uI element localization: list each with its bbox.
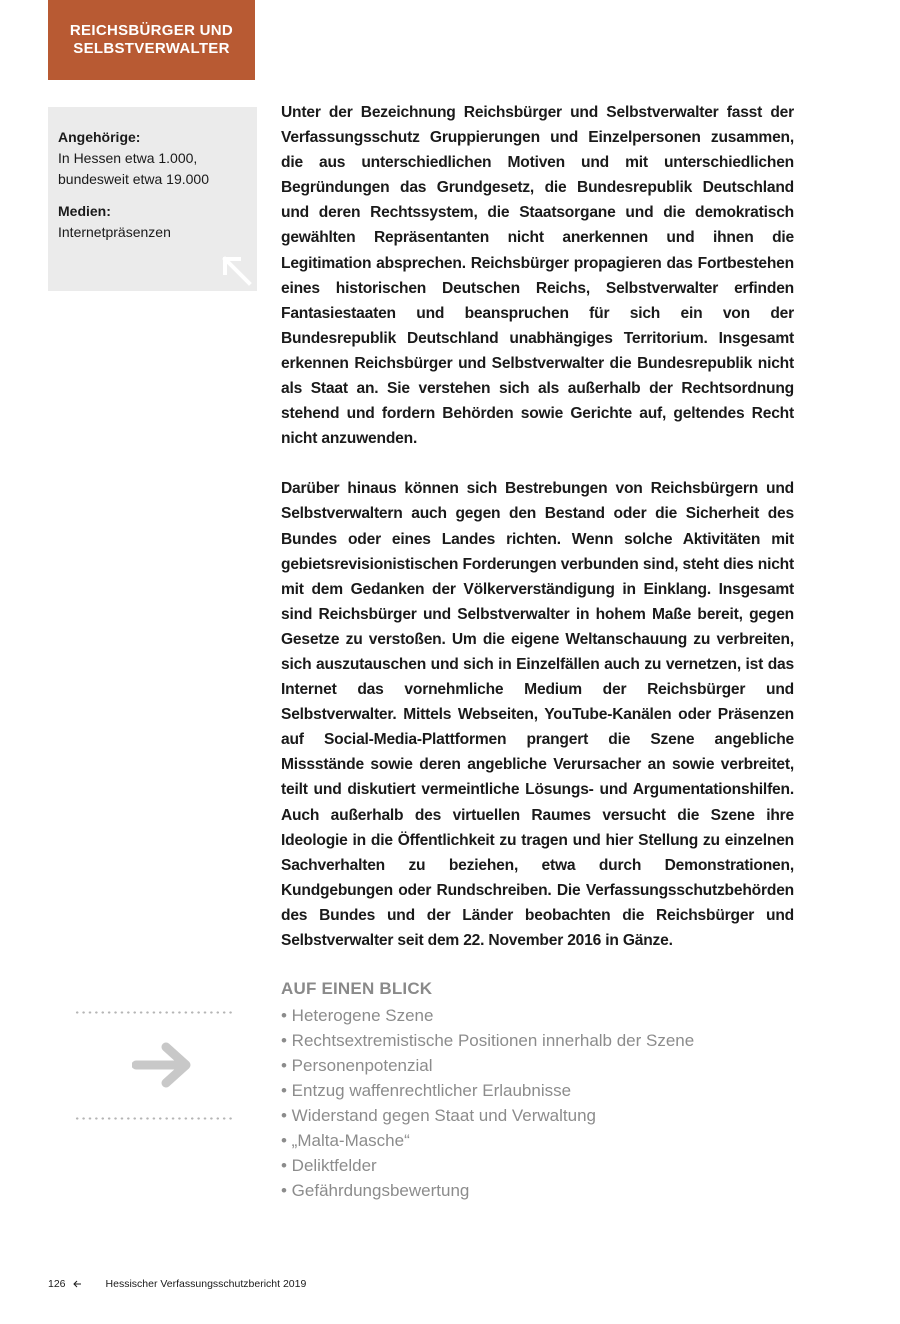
at-a-glance-list xyxy=(281,1003,694,1203)
media-value: Internetpräsenzen xyxy=(58,224,171,240)
glance-item: • „Malta-Masche“ xyxy=(281,1131,410,1150)
page-number: 126 xyxy=(48,1278,66,1290)
members-group xyxy=(58,127,247,190)
glance-item: • Rechtsextremistische Positionen innerhalb der Szene xyxy=(281,1031,695,1050)
info-box xyxy=(48,107,257,291)
arrow-up-left-icon xyxy=(219,253,255,289)
glance-item: • Personenpotenzial xyxy=(281,1056,433,1075)
dotted-divider-top xyxy=(74,1011,234,1014)
at-a-glance-title: AUF EINEN BLICK xyxy=(281,979,433,998)
glance-item: • Deliktfelder xyxy=(281,1156,377,1175)
body-paragraph-2: Darüber hinaus können sich Bestrebungen von Reichsbürgern und Selbstverwaltern auch gegen den Bestand oder die Sicherheit des Bundes oder eines Landes richten. Wenn solche Aktivitäten mit gebietsrevisionistischen Forderungen verbunden sind, steht dies nicht mit dem Gedanken der Völkerverständigung in Einklang. Insgesamt sind Reichsbürger und Selbstverwalter in hohem Maße bereit, gegen Gesetze zu verstoßen. Um die eigene Weltanschauung zu verbreiten, sich auszutauschen und sich in Einzelfällen auch zu vernetzen, ist das Internet das vornehmliche Medium der Reichsbürger und Selbstverwalter. Mittels Webseiten, YouTube-Kanälen oder Präsenzen auf Social-Media-Plattformen prangert die Szene angebliche Missstände sowie deren angebliche Verursacher an sowie verbreitet, teilt und diskutiert vermeintliche Lösungs- und Argumentationshilfen. Auch außerhalb des virtuellen Raumes versucht die Szene ihre Ideologie in die Öffentlichkeit zu tragen und hier Stellung zu einzelnen Sachverhalten zu beziehen, etwa durch Demonstrationen, Kundgebungen oder Rundschreiben. Die Verfassungsschutzbehörden des Bundes und der Länder beobachten die Reichsbürger und Selbstverwalter seit dem 22. November 2016 in Gänze. xyxy=(281,480,794,949)
media-group xyxy=(58,201,247,243)
chapter-title-line2: SELBSTVERWALTER xyxy=(73,40,230,57)
arrow-left-icon xyxy=(72,1279,82,1289)
arrow-right-icon xyxy=(132,1040,194,1090)
members-federal: bundesweit etwa 19.000 xyxy=(58,171,209,187)
publication-title: Hessischer Verfassungsschutzbericht 2019 xyxy=(105,1278,307,1290)
page-footer xyxy=(48,1278,306,1290)
glance-item: • Entzug waffenrechtlicher Erlaubnisse xyxy=(281,1081,572,1100)
body-paragraph-1: Unter der Bezeichnung Reichsbürger und Selbstverwalter fasst der Verfassungsschutz Gruppierungen und Einzelpersonen zusammen, die aus unterschiedlichen Motiven und mit unterschiedlichen Begründungen das Grundgesetz, die Bundesrepublik Deutschland und deren Rechtssystem, die Staatsorgane und die demokratisch gewählten Repräsentanten nicht anerkennen und ihnen die Legitimation absprechen. Reichsbürger propagieren das Fortbestehen eines historischen Deutschen Reichs, Selbstverwalter erfinden Fantasiestaaten und beanspruchen für sich ein von der Bundesrepublik Deutschland unabhängiges Territorium. Insgesamt erkennen Reichsbürger und Selbstverwalter die Bundesrepublik nicht als Staat an. Sie verstehen sich als außerhalb der Rechtsordnung stehend und fordern Behörden sowie Gerichte auf, geltendes Recht nicht anzuwenden. xyxy=(281,104,794,448)
members-label: Angehörige: xyxy=(58,129,141,145)
body-text xyxy=(281,100,794,978)
chapter-tab xyxy=(48,0,255,80)
glance-item: • Heterogene Szene xyxy=(281,1006,434,1025)
members-hessen: In Hessen etwa 1.000, xyxy=(58,150,198,166)
chapter-title-line1: REICHSBÜRGER UND xyxy=(69,22,234,39)
glance-item: • Widerstand gegen Staat und Verwaltung xyxy=(281,1106,596,1125)
dotted-divider-bottom xyxy=(74,1117,234,1120)
media-label: Medien: xyxy=(58,203,111,219)
glance-item: • Gefährdungsbewertung xyxy=(281,1181,470,1200)
